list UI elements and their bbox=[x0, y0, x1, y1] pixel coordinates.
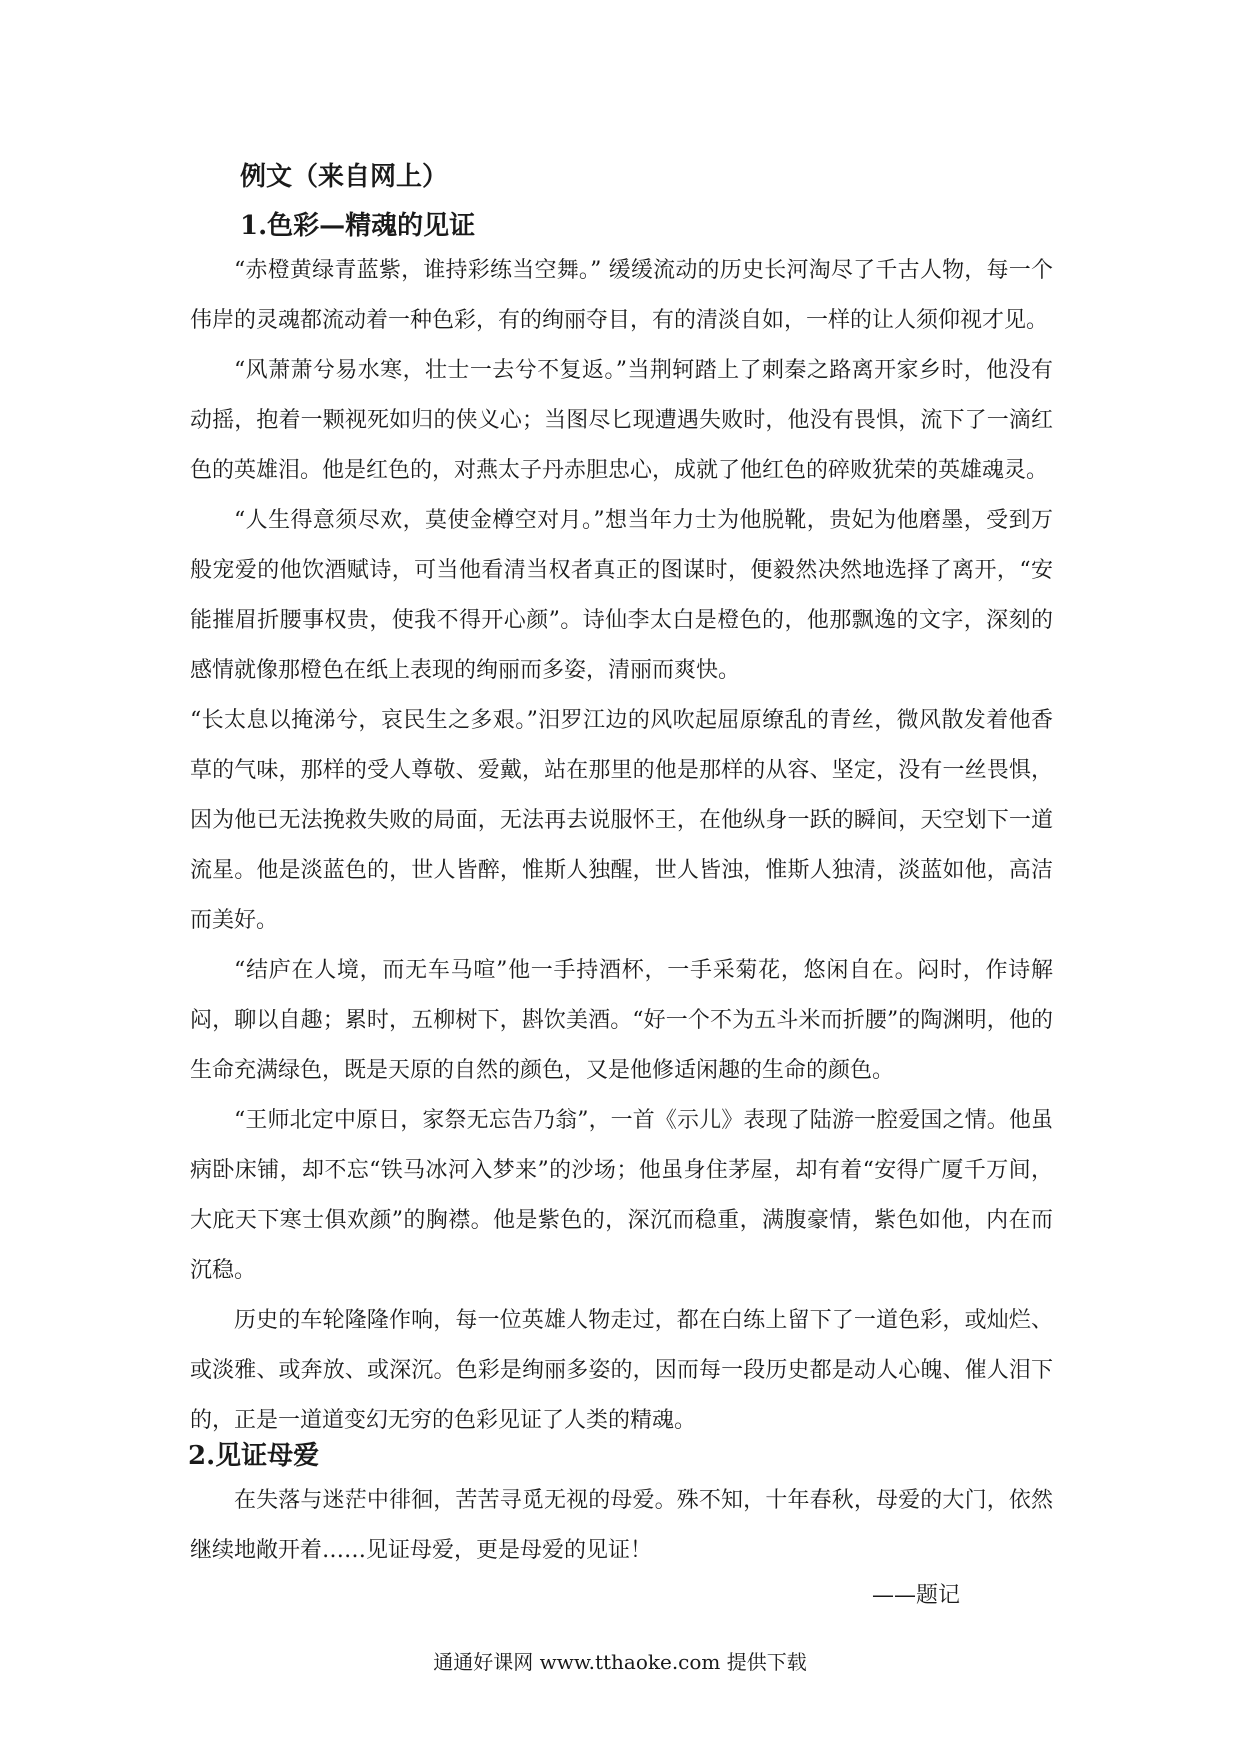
essay2-epigraph-signature: ——题记 bbox=[871, 1583, 960, 1608]
essay1-paragraph-6: “王师北定中原日，家祭无忘告乃翁”，一首《示儿》表现了陆游一腔爱国之情。他虽病卧床铺，却不忘“铁马冰河入梦来”的沙场；他虽身住茅屋，却有着“安得广厦千万间，大庇天下寒士俱欢颜”的胸襟。他是紫色的，深沉而稳重，满腹豪情，紫色如他，内在而沉稳。 bbox=[190, 1108, 1053, 1283]
essay1-paragraph-3: “人生得意须尽欢，莫使金樽空对月。”想当年力士为他脱靴，贵妃为他磨墨，受到万般宠爱的他饮酒赋诗，可当他看清当权者真正的图谋时，便毅然决然地选择了离开，“安能摧眉折腰事权贵，使我不得开心颜”。诗仙李太白是橙色的，他那飘逸的文字，深刻的感情就像那橙色在纸上表现的绚丽而多姿，清丽而爽快。 bbox=[190, 508, 1053, 683]
essay1-paragraph-4: “长太息以掩涕兮，哀民生之多艰。”汨罗江边的风吹起屈原缭乱的青丝，微风散发着他香草的气味，那样的受人尊敬、爱戴，站在那里的他是那样的从容、坚定，没有一丝畏惧，因为他已无法挽救失败的局面，无法再去说服怀王，在他纵身一跃的瞬间，天空划下一道流星。他是淡蓝色的，世人皆醉，惟斯人独醒，世人皆浊，惟斯人独清，淡蓝如他，高洁而美好。 bbox=[190, 708, 1053, 933]
essay1-paragraph-7: 历史的车轮隆隆作响，每一位英雄人物走过，都在白练上留下了一道色彩，或灿烂、或淡雅、或奔放、或深沉。色彩是绚丽多姿的，因而每一段历史都是动人心魄、催人泪下的，正是一道道变幻无穷的色彩见证了人类的精魂。 bbox=[190, 1308, 1053, 1433]
essay2-title: 2.见证母爱 bbox=[188, 1441, 320, 1471]
essay1-paragraph-5: “结庐在人境，而无车马喧”他一手持酒杯，一手采菊花，悠闲自在。闷时，作诗解闷，聊以自趣；累时，五柳树下，斟饮美酒。“好一个不为五斗米而折腰”的陶渊明，他的生命充满绿色，既是天原的自然的颜色，又是他修适闲趣的生命的颜色。 bbox=[190, 958, 1053, 1083]
essay1-paragraph-2: “风萧萧兮易水寒，壮士一去兮不复返。”当荆轲踏上了刺秦之路离开家乡时，他没有动摇，抱着一颗视死如归的侠义心；当图尽匕现遭遇失败时，他没有畏惧，流下了一滴红色的英雄泪。他是红色的，对燕太子丹赤胆忠心，成就了他红色的碎败犹荣的英雄魂灵。 bbox=[190, 358, 1053, 483]
essay2-paragraph: 在失落与迷茫中徘徊，苦苦寻觅无视的母爱。殊不知，十年春秋，母爱的大门，依然继续地敞开着……见证母爱，更是母爱的见证！ bbox=[190, 1488, 1053, 1563]
source-note-heading: 例文（来自网上） bbox=[240, 162, 449, 192]
essay1-title: 1.色彩—精魂的见证 bbox=[240, 211, 476, 241]
page-footer: 通通好课网 www.tthaoke.com 提供下载 bbox=[433, 1650, 807, 1674]
essay1-paragraph-1: “赤橙黄绿青蓝紫，谁持彩练当空舞。” 缓缓流动的历史长河淘尽了千古人物，每一个伟岸的灵魂都流动着一种色彩，有的绚丽夺目，有的清淡自如，一样的让人须仰视才见。 bbox=[190, 258, 1053, 333]
